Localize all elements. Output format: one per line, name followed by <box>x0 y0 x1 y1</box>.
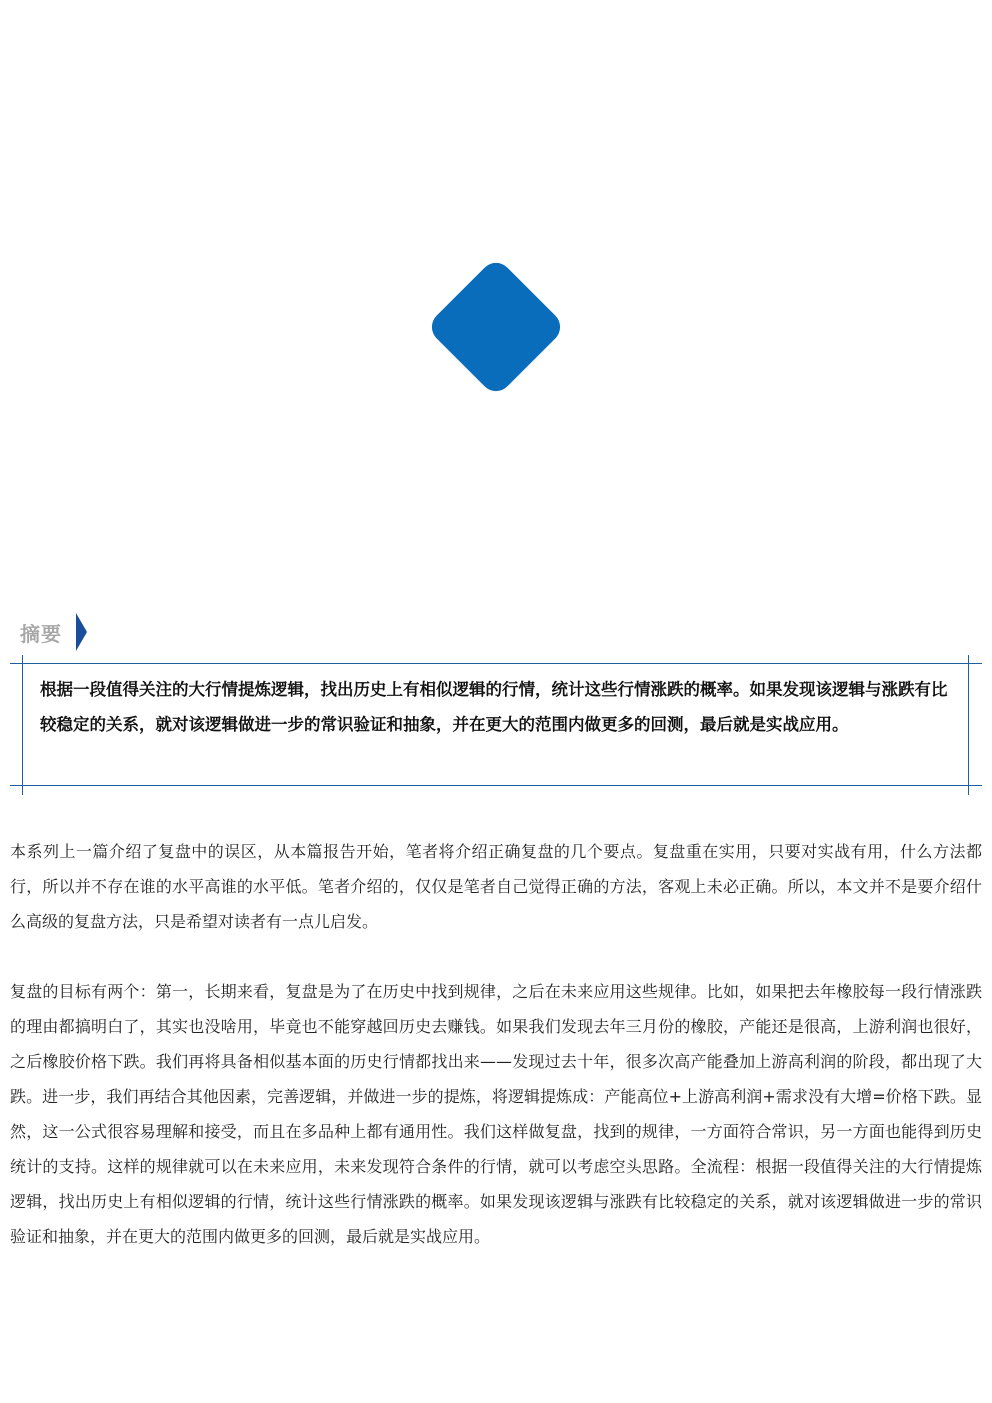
summary-frame-right <box>968 655 969 795</box>
body-paragraph-2: 复盘的目标有两个：第一，长期来看，复盘是为了在历史中找到规律，之后在未来应用这些规律。比如，如果把去年橡胶每一段行情涨跌的理由都搞明白了，其实也没啥用，毕竟也不能穿越回历史去赚钱。如果我们发现去年三月份的橡胶，产能还是很高，上游利润也很好，之后橡胶价格下跌。我们再将具备相似基本面的历史行情都找出来——发现过去十年，很多次高产能叠加上游高利润的阶段，都出现了大跌。进一步，我们再结合其他因素，完善逻辑，并做进一步的提炼，将逻辑提炼成：产能高位+上游高利润+需求没有大增=价格下跌。显然，这一公式很容易理解和接受，而且在多品种上都有通用性。我们这样做复盘，找到的规律，一方面符合常识，另一方面也能得到历史统计的支持。这样的规律就可以在未来应用，未来发现符合条件的行情，就可以考虑空头思路。全流程：根据一段值得关注的大行情提炼逻辑，找出历史上有相似逻辑的行情，统计这些行情涨跌的概率。如果发现该逻辑与涨跌有比较稳定的关系，就对该逻辑做进一步的常识验证和抽象，并在更大的范围内做更多的回测，最后就是实战应用。 <box>10 982 982 1246</box>
arrow-icon <box>76 613 87 651</box>
summary-text: 根据一段值得关注的大行情提炼逻辑，找出历史上有相似逻辑的行情，统计这些行情涨跌的概率。如果发现该逻辑与涨跌有比较稳定的关系，就对该逻辑做进一步的常识验证和抽象，并在更大的范围内做更多的回测，最后就是实战应用。 <box>40 680 948 734</box>
summary-title: 摘要 <box>20 621 62 646</box>
body-paragraph-1: 本系列上一篇介绍了复盘中的误区，从本篇报告开始，笔者将介绍正确复盘的几个要点。复盘重在实用，只要对实战有用，什么方法都行，所以并不存在谁的水平高谁的水平低。笔者介绍的，仅仅是笔者自己觉得正确的方法，客观上未必正确。所以，本文并不是要介绍什么高级的复盘方法，只是希望对读者有一点儿启发。 <box>10 842 982 931</box>
summary-frame-bottom <box>10 785 982 786</box>
summary-header <box>20 612 87 652</box>
summary-frame-left <box>22 655 23 795</box>
summary-frame-top <box>10 663 982 664</box>
logo-diamond <box>425 256 566 397</box>
